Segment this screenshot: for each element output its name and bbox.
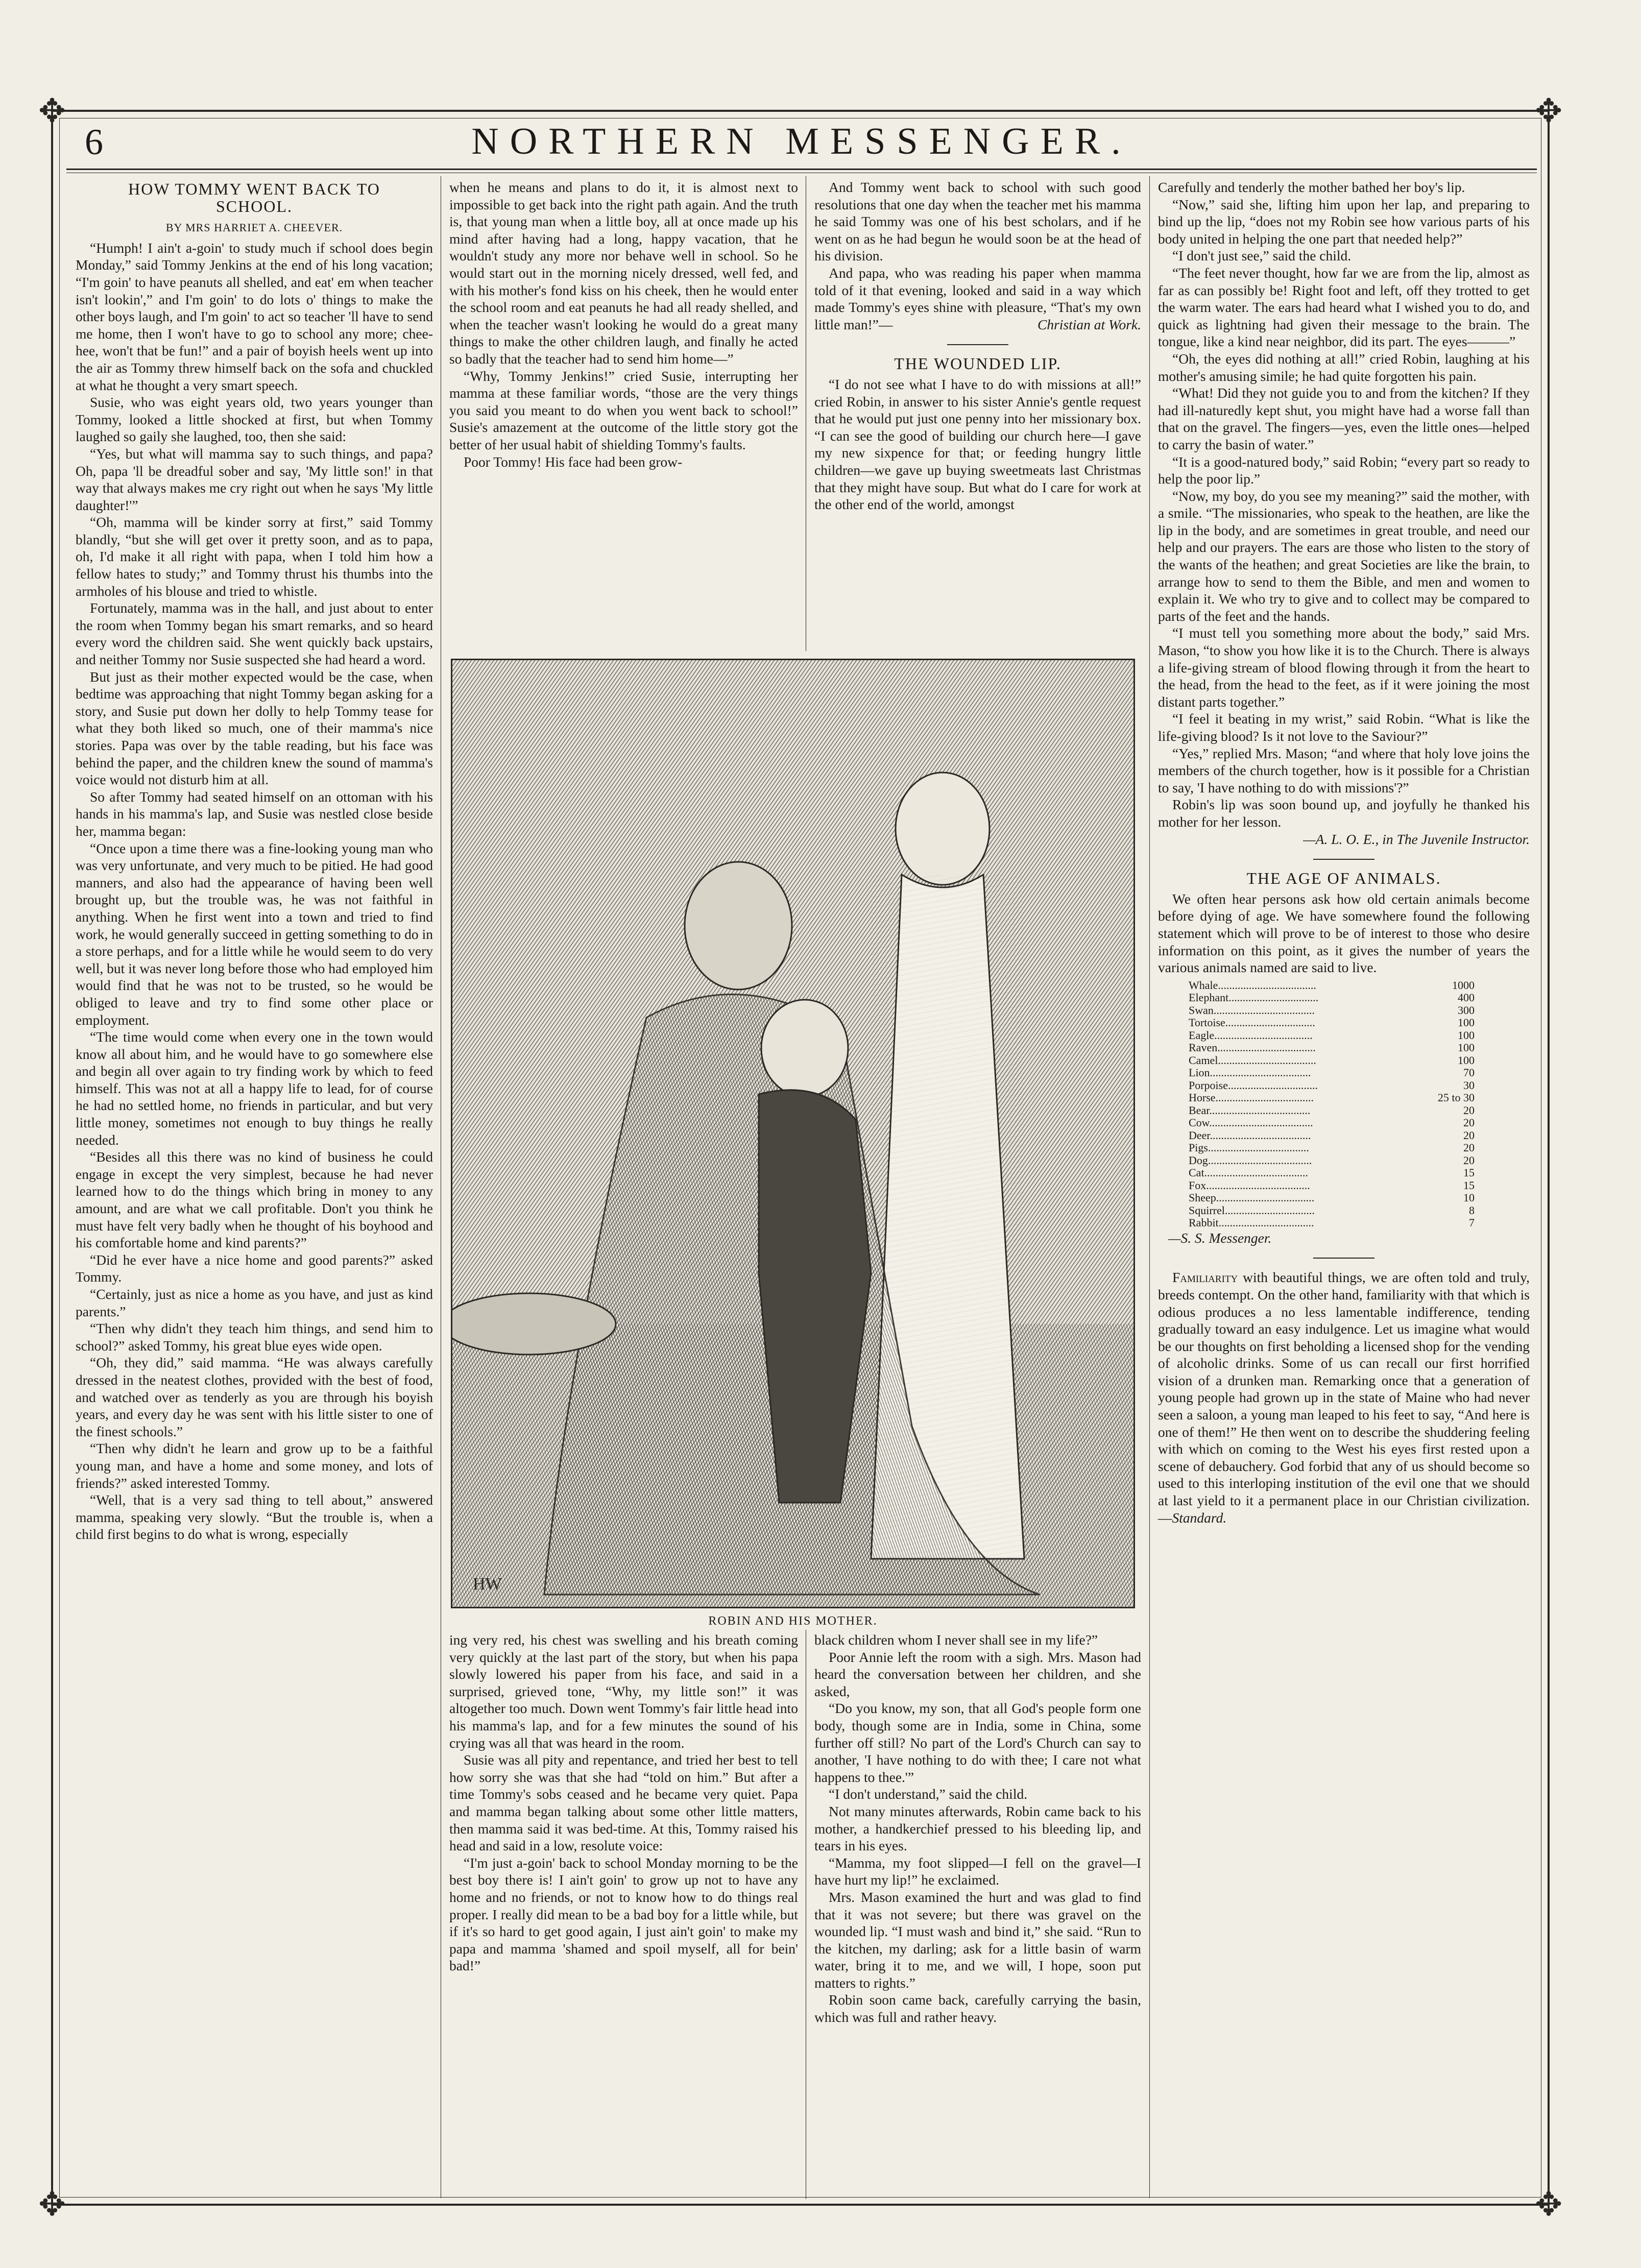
animal-name: Bear....................................	[1189, 1103, 1311, 1117]
animal-years: 25 to 30	[1437, 1091, 1475, 1104]
article-paragraph: Robin's lip was soon bound up, and joyfully he thanked his mother for her lesson.	[1158, 797, 1530, 830]
table-row	[1189, 1042, 1475, 1054]
animal-name: Eagle...................................	[1189, 1028, 1313, 1042]
article-paragraph: “Then why didn't he learn and grow up to be a faithful young man, and have a home and some money, and lots of friends?” asked interested Tommy.	[76, 1440, 433, 1491]
title-line: HOW TOMMY WENT BACK TO	[128, 180, 380, 198]
article-paragraph: Fortunately, mamma was in the hall, and just about to enter the room when Tommy began his smart remarks, and so heard every word the children said. She went quickly back upstairs, and neither Tommy nor Susie suspected she had heard a word.	[76, 600, 433, 668]
article-paragraph: when he means and plans to do it, it is almost next to impossible to get back into the right path again. And the truth is, that young man when a little boy, all at once made up his mind after having had a long, happy vacation, that he wouldn't study any more nor behave well in school. So he would start out in the morning nicely dressed, well fed, and with his mother's fond kiss on his cheek, then he would enter the school room and eat peanuts he had all ready shelled, and when the teacher wasn't looking he would do a great many things to make the other children laugh, and finally he acted so badly that the teacher had to send him home—”	[449, 179, 798, 367]
engraving-image	[452, 660, 1133, 1607]
article-paragraph: “Certainly, just as nice a home as you have, and just as kind parents.”	[76, 1286, 433, 1319]
animal-years: 10	[1463, 1191, 1475, 1204]
article-continued	[449, 179, 798, 470]
article-title: THE WOUNDED LIP.	[894, 354, 1061, 373]
article-paragraph: “Once upon a time there was a fine-looking young man who was very unfortunate, and very much to be pitied. He had good manners, and also had the appearance of having been well brought up, but the trouble was, he was not faithful in anything. When he first went into a town and tried to find work, he would generally succeed in getting something to do in a store perhaps, and for a little while he would seem to do very well, but it was never long before those who had employed him would find that he was not to be trusted, so he would be obliged to leave and try to find some other place or employment.	[76, 840, 433, 1028]
article-paragraph: “Besides all this there was no kind of business he could engage in except the very simplest, because he had never learned how to do the things which bring in money to any amount, and are what we call profitable. Don't you think he must have felt very badly when he thought of his boyhood and his comfortable home and kind parents?”	[76, 1149, 433, 1251]
table-row	[1189, 1004, 1475, 1017]
table-row	[1189, 1167, 1475, 1179]
section-rule	[947, 344, 1008, 345]
animal-name: Rabbit..................................	[1189, 1216, 1314, 1229]
animal-years: 300	[1458, 1003, 1475, 1017]
table-row	[1189, 992, 1475, 1004]
animal-years: 1000	[1452, 978, 1475, 992]
byline: BY MRS HARRIET A. CHEEVER.	[165, 221, 343, 234]
animal-years: 70	[1463, 1066, 1475, 1079]
article-wounded-lip	[814, 179, 1141, 513]
article-paragraph: “What! Did they not guide you to and from the kitchen? If they had ill-naturedly kept shut, you might have had a worse fall than that on the gravel. The fingers—yes, even the little ones—helped to carry the basin of water.”	[1158, 385, 1530, 452]
table-row	[1189, 1079, 1475, 1092]
animal-name: Elephant................................	[1189, 991, 1319, 1004]
animal-name: Lion....................................	[1189, 1066, 1311, 1079]
animal-years: 15	[1463, 1166, 1475, 1179]
article-paragraph: “I'm just a-goin' back to school Monday morning to be the best boy there is! I ain't goin' to grow up not to have any home and no friends, or not to know how to do things real proper. I really did mean to be a bad boy for a little while, but if it's so hard to get good again, I just ain't goin' to make my papa and mamma 'shamed and spoil myself, all for bein' bad!”	[449, 1854, 798, 1974]
article-paragraph: And Tommy went back to school with such good resolutions that one day when the teacher met his mamma he said Tommy was one of his best scholars, and if he went on as he had begun he would soon be at the head of his division.	[814, 179, 1141, 264]
animal-years: 100	[1458, 1016, 1475, 1029]
animal-years: 20	[1463, 1128, 1475, 1142]
animal-name: Sheep...................................	[1189, 1191, 1315, 1204]
source-citation: —A. L. O. E., in The Juvenile Instructor.	[1303, 831, 1530, 847]
animal-years: 15	[1463, 1178, 1475, 1192]
table-row	[1189, 1142, 1475, 1154]
article-paragraph: Robin soon came back, carefully carrying the basin, which was full and rather heavy.	[814, 1992, 1141, 2025]
article-paragraph: “Oh, they did,” said mamma. “He was always carefully dressed in the neatest clothes, provided with the best of food, and watched over as tenderly as you are through his boyish years, and every day he was sent with his little sister to one of the finest schools.”	[76, 1355, 433, 1439]
page-header	[66, 120, 1537, 171]
section-rule	[1313, 859, 1374, 860]
article-paragraph: “Oh, mamma will be kinder sorry at first,” said Tommy blandly, “but she will get over it pretty soon, and as to papa, oh, I'd make it all right with papa, when I told him how a fellow hates to study;” and Tommy thrust his thumbs into the armholes of his blouse and tried to whistle.	[76, 514, 433, 599]
animal-name: Porpoise................................	[1189, 1078, 1318, 1092]
article-how-tommy	[76, 179, 433, 1543]
article-paragraph: “Well, that is a very sad thing to tell about,” answered mamma, speaking very slowly. “But the trouble is, when a child first begins to do what is wrong, especially	[76, 1492, 433, 1542]
wounded-lip-continued	[814, 1631, 1141, 2026]
table-row	[1189, 1154, 1475, 1167]
animal-years: 20	[1463, 1141, 1475, 1154]
article-paragraph: “Mamma, my foot slipped—I fell on the gravel—I have hurt my lip!” he exclaimed.	[814, 1854, 1141, 1888]
table-row	[1189, 1217, 1475, 1229]
animal-name: Tortoise................................	[1189, 1016, 1315, 1029]
article-paragraph: “The time would come when every one in the town would know all about him, and he would have to go somewhere else and begin all over again to try finding work by which to feed himself. This was not at all a happy life to lead, for of course he had no settled home, no friends in particular, and but very little money, sometimes not enough to buy things he really needed.	[76, 1029, 433, 1148]
table-row	[1189, 1054, 1475, 1067]
title-line: SCHOOL.	[215, 197, 293, 215]
article-paragraph: “The feet never thought, how far we are from the lip, almost as far as can possibly be! Right foot and left, off they trotted to get the warm water. The ears had heard what I wished you to do, and quick as lightning had given their message to the brain. The tongue, like a kind near neighbor, did its part. The eyes———”	[1158, 264, 1530, 350]
article-paragraph: “Did he ever have a nice home and good parents?” asked Tommy.	[76, 1251, 433, 1285]
animal-years: 400	[1458, 991, 1475, 1004]
article-paragraph: “I do not see what I have to do with missions at all!” cried Robin, in answer to his sister Annie's gentle request that he would put just one penny into her missionary box. “I can see the good of building our church here—I gave my new sixpence for that; or feeding hungry little children—we gave up buying sweetmeats last Christmas that they might have soup. But what do I care for work at the other end of the world, amongst	[814, 376, 1141, 513]
article-paragraph: black children whom I never shall see in my life?”	[814, 1632, 1098, 1648]
article-paragraph: “Yes, but what will mamma say to such things, and papa? Oh, papa 'll be dreadful sober and say, 'My little son!' in that way that always makes me cry right out when he says 'My little daughter!'”	[76, 445, 433, 513]
animal-name: Camel...................................	[1189, 1053, 1316, 1067]
source-citation: —S. S. Messenger.	[1168, 1229, 1272, 1246]
article-paragraph: Susie, who was eight years old, two years younger than Tommy, looked a little shocked at first, but when Tommy laughed so gaily she laughed, too, then she said:	[76, 394, 433, 445]
animal-name: Cow.....................................	[1189, 1116, 1313, 1129]
corner-ornament-icon: ✥	[38, 93, 66, 129]
table-row	[1189, 1029, 1475, 1042]
article-paragraph	[1158, 1269, 1530, 1526]
article-paragraph: “It is a good-natured body,” said Robin; “every part so ready to help the poor lip.”	[1158, 453, 1530, 487]
article-paragraph: “I don't understand,” said the child.	[829, 1786, 1028, 1802]
article-paragraph: Poor Tommy! His face had been grow-	[464, 453, 683, 470]
article-paragraph: “Humph! I ain't a-goin' to study much if school does begin Monday,” said Tommy Jenkins at the end of his long vacation; “I'm goin' to have peanuts all shelled, and eat' em when teacher isn't lookin',” and I'm goin' to do lots o' things to make the other boys laugh, and I'm goin' to act so teacher 'll have to send me home, then I won't have to go to school any more; chee-hee, won't that be fun!” and a pair of boyish heels went up into the air as Tommy threw himself back on the sofa and chuckled at what he thought a very smart speech.	[76, 239, 433, 393]
article-paragraph: Not many minutes afterwards, Robin came back to his mother, a handkerchief pressed to his bleeding lip, and tears in his eyes.	[814, 1803, 1141, 1854]
paragraph-text: with beautiful things, we are often told and truly, breeds contempt. On the other hand, familiarity with that which is odious produces a no less lamentable indifference, tending gradually toward an easy indulgence. Let us imagine what would be our thoughts on first beholding a licensed shop for the vending of alcoholic drinks. Some of us can recall our first horrified vision of a drunken man. Remarking once that a generation of young people had grown up in the state of Maine who had never seen a saloon, a young man leaped to his feet to say, “And here is one of them!” He then went on to describe the shuddering feeling with which on coming to the West his eyes first rested upon a scene of debauchery. God forbid that any of us should become so used to this interloping institution of the evil one that we should at last yield to it a permanent place in our Christian civilization.—	[1158, 1269, 1530, 1526]
animal-years: 20	[1463, 1103, 1475, 1117]
article-paragraph: Carefully and tenderly the mother bathed her boy's lip.	[1158, 179, 1465, 195]
engraving-robin-and-mother	[451, 659, 1135, 1608]
table-row	[1189, 1104, 1475, 1117]
article-paragraph: “I feel it beating in my wrist,” said Robin. “What is like the life-giving blood? Is it not love to the Saviour?”	[1158, 711, 1530, 744]
article-paragraph: Poor Annie left the room with a sigh. Mrs. Mason had heard the conversation between her children, and she asked,	[814, 1649, 1141, 1699]
table-row	[1189, 1179, 1475, 1192]
article-paragraph: We often hear persons ask how old certain animals become before dying of age. We have somewhere found the following statement which will prove to be of interest to those who desire information on this point, as it gives the number of years the various animals named are said to live.	[1158, 890, 1530, 976]
corner-ornament-icon: ✥	[1535, 2186, 1562, 2223]
source-citation: Christian at Work.	[1037, 316, 1141, 332]
corner-ornament-icon: ✥	[38, 2186, 66, 2223]
animal-name: Squirrel................................	[1189, 1203, 1315, 1217]
table-row	[1189, 1017, 1475, 1029]
article-paragraph: ing very red, his chest was swelling and his breath coming very quickly at the last part of the story, but when his papa slowly lowered his paper from his face, and said in a surprised, grieved tone, “Why, my little son!” it was altogether too much. Down went Tommy's fair little head into his mamma's lap, and for a few minutes the sound of his crying was all that was heard in the room.	[449, 1632, 798, 1751]
article-paragraph: Mrs. Mason examined the hurt and was glad to find that it was not severe; but there was gravel on the wounded lip. “I must wash and bind it,” she said. “Run to the kitchen, my darling; ask for a little basin of warm water, bring it to me, and we will, I hope, soon put matters to rights.”	[814, 1889, 1141, 1991]
article-paragraph: “Now, my boy, do you see my meaning?” said the mother, with a smile. “The missionaries, who speak to the heathen, are like the lip in the body, and are sometimes in great trouble, and need our help and our prayers. The ears are those who listen to the story of the wants of the heathen; and great Societies are like the brain, to arrange how to send to them the Bible, and men and women to explain it. We who try to give and to collect may be compared to parts of the feet and the hands.	[1158, 488, 1530, 624]
article-paragraph: “I don't just see,” said the child.	[1172, 248, 1352, 264]
article-paragraph: So after Tommy had seated himself on an ottoman with his hands in his mamma's lap, and Susie was nestled close beside her, mamma began:	[76, 788, 433, 839]
column-divider	[1149, 176, 1150, 2198]
article-paragraph: “Do you know, my son, that all God's people form one body, though some are in India, some in China, some further off still? No part of the Lord's Church can say to another, 'I have nothing to do with thee; I care not what happens to thee.'”	[814, 1700, 1141, 1785]
section-rule	[1313, 1258, 1374, 1259]
article-title	[76, 181, 433, 215]
table-row	[1189, 1067, 1475, 1079]
animal-name: Horse...................................	[1189, 1091, 1314, 1104]
article-paragraph: “Yes,” replied Mrs. Mason; “and where that holy love joins the members of the church together, how is it possible for a Christian to say, 'I have nothing to do with missions'?”	[1158, 745, 1530, 795]
article-paragraph: “Then why didn't they teach him things, and send him to school?” asked Tommy, his great blue eyes wide open.	[76, 1320, 433, 1354]
article-paragraph: “Now,” said she, lifting him upon her lap, and preparing to bind up the lip, “does not my Robin see how various parts of his body united in helping the one part that needed help?”	[1158, 196, 1530, 247]
table-row	[1189, 1117, 1475, 1129]
table-row	[1189, 1129, 1475, 1142]
animal-years: 30	[1463, 1078, 1475, 1092]
animal-name: Fox.....................................	[1189, 1178, 1310, 1192]
table-row	[1189, 979, 1475, 992]
article-paragraph: “I must tell you something more about the body,” said Mrs. Mason, “to show you how like it is to the Church. There is always a life-giving stream of blood flowing through it from the heart to the head, from the head to the feet, as if it were joining the most distant parts together.”	[1158, 625, 1530, 710]
article-paragraph: “Oh, the eyes did nothing at all!” cried Robin, laughing at his mother's amusing simile; he had quite forgotten his pain.	[1158, 350, 1530, 384]
engraver-signature: HW	[473, 1575, 502, 1594]
animal-age-table	[1189, 979, 1475, 1229]
article-paragraph: But just as their mother expected would be the case, when bedtime was approaching that night Tommy began asking for a story, and Susie put down her dolly to help Tommy tease for what they both liked so much, one of their mamma's nice stories. Papa was over by the table reading, but his face was behind the paper, and the children knew the sound of mamma's voice would not disturb him at all.	[76, 668, 433, 788]
header-rule	[66, 168, 1537, 170]
article-column-four	[1158, 179, 1530, 1526]
article-paragraph: Susie was all pity and repentance, and tried her best to tell how sorry she was that she had “told on him.” But after a time Tommy's sobs ceased and he became very quiet. Papa and mamma began talking about some other little matters, then mamma said it was bed-time. At this, Tommy raised his head and said in a low, resolute voice:	[449, 1752, 798, 1854]
animal-name: Whale...................................	[1189, 978, 1316, 992]
animal-name: Dog.....................................	[1189, 1153, 1312, 1167]
animal-years: 8	[1469, 1203, 1475, 1217]
animal-name: Pigs....................................	[1189, 1141, 1309, 1154]
animal-years: 100	[1458, 1053, 1475, 1067]
animal-years: 100	[1458, 1041, 1475, 1054]
article-paragraph: “Why, Tommy Jenkins!” cried Susie, interrupting her mamma at these familiar words, “those are the very things you said you meant to do when you went back to school!” Susie's amazement at the outcome of the little story got the better of her usual habit of shielding Tommy's faults.	[449, 368, 798, 452]
table-row	[1189, 1192, 1475, 1204]
corner-ornament-icon: ✥	[1535, 93, 1562, 129]
animal-name: Cat.....................................	[1189, 1166, 1309, 1179]
animal-name: Raven...................................	[1189, 1041, 1316, 1054]
lead-word: Familiarity	[1172, 1269, 1238, 1286]
page-number: 6	[85, 122, 103, 162]
masthead-title: NORTHERN MESSENGER.	[471, 120, 1132, 162]
animal-name: Swan....................................	[1189, 1003, 1315, 1017]
article-continued-bottom	[449, 1631, 798, 1974]
table-row	[1189, 1204, 1475, 1217]
illustration-caption: ROBIN AND HIS MOTHER.	[708, 1614, 878, 1628]
animal-years: 7	[1469, 1216, 1475, 1229]
animal-name: Deer....................................	[1189, 1128, 1311, 1142]
article-paragraph: And papa, who was reading his paper when mamma told of it that evening, looked and said in a way which made Tommy's eyes shine with pleasure, “That's my own little man!”—	[814, 264, 1141, 332]
animal-years: 20	[1463, 1153, 1475, 1167]
table-row	[1189, 1092, 1475, 1104]
source-citation: Standard.	[1172, 1509, 1227, 1526]
animal-years: 20	[1463, 1116, 1475, 1129]
article-title: THE AGE OF ANIMALS.	[1246, 869, 1441, 888]
animal-years: 100	[1458, 1028, 1475, 1042]
